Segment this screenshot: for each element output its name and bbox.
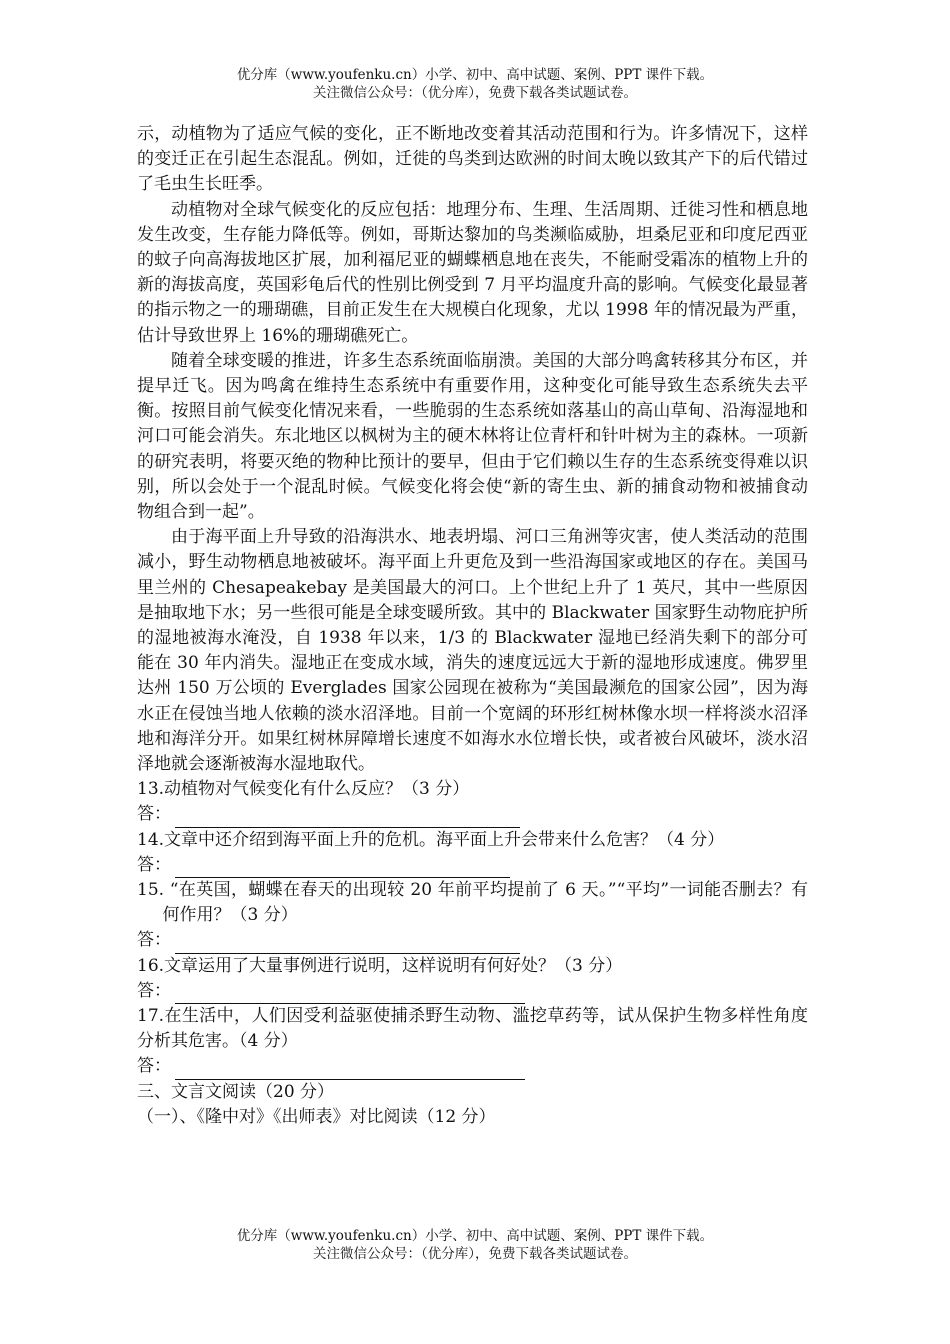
footer-line-1: 优分库（www.youfenku.cn）小学、初中、高中试题、案例、PPT 课件下载。 xyxy=(236,1228,714,1244)
answer-line[interactable] xyxy=(175,983,525,1004)
header-line-1: 优分库（www.youfenku.cn）小学、初中、高中试题、案例、PPT 课件下载。 xyxy=(236,67,714,83)
answer-line[interactable] xyxy=(175,1059,525,1080)
paragraph: 示，动植物为了适应气候的变化，正不断地改变着其活动范围和行为。许多情况下，这样的变迁正在引起生态混乱。例如，迁徙的鸟类到达欧洲的时间太晚以致其产下的后代错过了毛虫生长旺季。 xyxy=(137,124,808,195)
answer-label: 答： xyxy=(137,980,171,1001)
answer-label: 答： xyxy=(137,930,171,951)
question-14: 14.文章中还介绍到海平面上升的危机。海平面上升会带来什么危害？（4 分） xyxy=(137,829,725,850)
document-body xyxy=(137,122,808,1130)
paragraph: 动植物对全球气候变化的反应包括：地理分布、生理、生活周期、迁徙习性和栖息地发生改变，生存能力降低等。例如，哥斯达黎加的鸟类濒临威胁，坦桑尼亚和印度尼西亚的蚊子向高海拔地区扩展，加利福尼亚的蝴蝶栖息地在丧失，不能耐受霜冻的植物上升的新的海拔高度，英国彩龟后代的性别比例受到 7 月平均温度升高的影响。气候变化最显著的指示物之一的珊瑚礁，目前正发生在大规模白化现象，尤以 1998 年的情况最为严重，估计导致世界上 16%的珊瑚礁死亡。 xyxy=(137,199,808,346)
subsection-title: （一）、《隆中对》《出师表》对比阅读（12 分） xyxy=(137,1106,496,1127)
answer-label: 答： xyxy=(137,804,171,825)
answer-line[interactable] xyxy=(175,933,520,954)
paragraph: 随着全球变暖的推进，许多生态系统面临崩溃。美国的大部分鸣禽转移其分布区，并提早迁飞。因为鸣禽在维持生态系统中有重要作用，这种变化可能导致生态系统失去平衡。按照目前气候变化情况来看，一些脆弱的生态系统如落基山的高山草甸、沿海湿地和河口可能会消失。东北地区以枫树为主的硬木林将让位青杆和针叶树为主的森林。一项新的研究表明，将要灭绝的物种比预计的要早，但由于它们赖以生存的生态系统变得难以识别，所以会处于一个混乱时候。气候变化将会使“新的寄生虫、新的捕食动物和被捕食动物组合到一起”。 xyxy=(137,350,808,523)
answer-label: 答： xyxy=(137,1056,171,1077)
paragraph: 由于海平面上升导致的沿海洪水、地表坍塌、河口三角洲等灾害，使人类活动的范围减小，野生动物栖息地被破坏。海平面上升更危及到一些沿海国家或地区的存在。美国马里兰州的 Chesapeakebay 是美国最大的河口。上个世纪上升了 1 英尺，其中一些原因是抽取地下水；另一些很可能是全球变暖所致。其中的 Blackwater 国家野生动物庇护所的湿地被海水淹没，自 1938 年以来，1/3 的 Blackwater 湿地已经消失剩下的部分可能在 30 年内消失。湿地正在变成水域，消失的速度远远大于新的湿地形成速度。佛罗里达州 150 万公顷的 Everglades 国家公园现在被称为“美国最濒危的国家公园”，因为海水正在侵蚀当地人依赖的淡水沼泽地。目前一个宽阔的环形红树林像水坝一样将淡水沼泽地和海洋分开。如果红树林屏障增长速度不如海水水位增长快，或者被台风破坏，淡水沼泽地就会逐渐被海水湿地取代。 xyxy=(137,527,808,775)
section-title: 三、文言文阅读（20 分） xyxy=(137,1081,335,1102)
answer-line[interactable] xyxy=(175,857,510,878)
page-footer xyxy=(0,1227,950,1263)
answer-row-14 xyxy=(137,853,808,878)
question-15: 15. “在英国，蝴蝶在春天的出现较 20 年前平均提前了 6 天。”“平均”一词能否删去？有何作用？（3 分） xyxy=(137,880,808,926)
footer-line-2: 关注微信公众号：（优分库），免费下载各类试题试卷。 xyxy=(313,1246,637,1262)
answer-row-16 xyxy=(137,979,808,1004)
answer-row-15 xyxy=(137,928,808,953)
answer-row-17 xyxy=(137,1054,808,1079)
page-header xyxy=(0,66,950,102)
question-13: 13.动植物对气候变化有什么反应？（3 分） xyxy=(137,779,470,800)
header-line-2: 关注微信公众号：（优分库），免费下载各类试题试卷。 xyxy=(313,85,637,101)
answer-line[interactable] xyxy=(175,807,520,828)
question-17: 17.在生活中，人们因受利益驱使捕杀野生动物、滥挖草药等，试从保护生物多样性角度分析其危害。（4 分） xyxy=(137,1006,808,1052)
answer-row-13 xyxy=(137,802,808,827)
answer-label: 答： xyxy=(137,854,171,875)
question-16: 16.文章运用了大量事例进行说明，这样说明有何好处？（3 分） xyxy=(137,955,623,976)
